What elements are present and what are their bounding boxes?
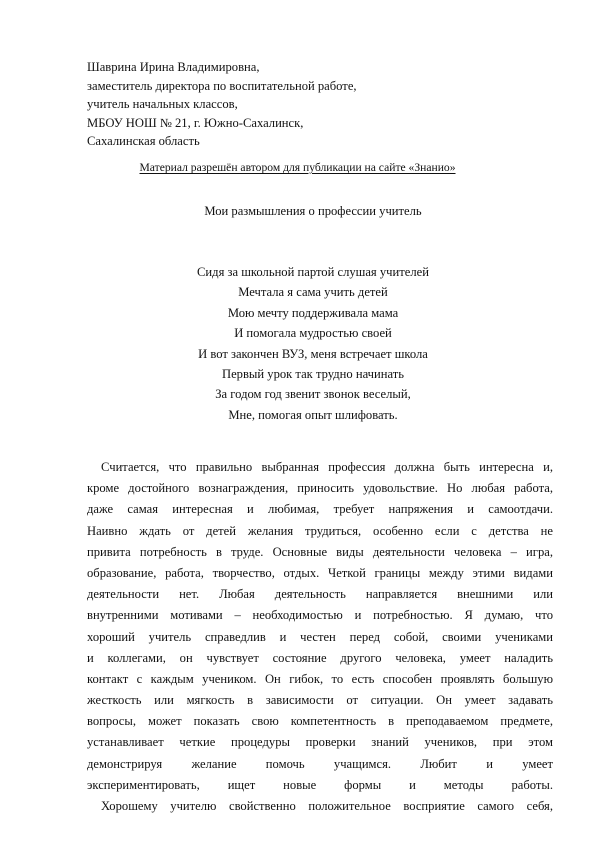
body-line: Считается, что правильно выбранная профессия должна быть интересна и,: [101, 460, 553, 474]
author-school: МБОУ НОШ № 21, г. Южно-Сахалинск,: [87, 115, 304, 130]
body-line: деятельности нет. Любая деятельность направляется внешними или: [87, 587, 553, 602]
author-region: Сахалинская область: [87, 134, 200, 149]
body-line: Наивно ждать от детей желания трудиться, особенно если с детства не: [87, 523, 553, 538]
body-line: кроме достойного вознаграждения, приносить удовольствие. Но любая работа,: [87, 481, 553, 496]
body-line: жесткость или мягкость в зависимости от ситуации. Он умеет задавать: [87, 693, 553, 708]
body-line: контакт с каждым учеником. Он гибок, то есть способен проявлять большую: [87, 671, 553, 686]
author-position: заместитель директора по воспитательной работе,: [87, 78, 357, 93]
poem-line: Мою мечту поддерживала мама: [227, 305, 399, 320]
body-line: вопросы, может показать свою компетентность в преподаваемом предмете,: [87, 714, 553, 729]
poem-line: Мне, помогая опыт шлифовать.: [228, 407, 398, 422]
essay-title: Мои размышления о профессии учитель: [204, 204, 422, 218]
poem-line: Первый урок так трудно начинать: [222, 367, 404, 382]
poem-line: Сидя за школьной партой слушая учителей: [197, 265, 429, 279]
body-line: демонстрируя желание помочь учащимся. Любит и умеет: [87, 756, 553, 771]
body-line: и коллегами, он чувствует состояние другого человека, умеет наладить: [87, 650, 553, 665]
body-line: устанавливает четкие процедуры проверки знаний учеников, при этом: [87, 735, 553, 750]
essay-body: [87, 457, 553, 817]
poem-line: За годом год звенит звонок веселый,: [215, 387, 411, 402]
body-line: хороший учитель справедлив и честен перед собой, своими учениками: [87, 629, 553, 644]
author-name: Шаврина Ирина Владимировна,: [87, 60, 260, 74]
body-line: Хорошему учителю свойственно положительное восприятие самого себя,: [101, 799, 553, 813]
publication-permission-note: Материал разрешён автором для публикации на сайте «Знанио»: [139, 161, 456, 174]
body-line: даже самая интересная и любимая, требует напряжения и самоотдачи.: [87, 502, 553, 517]
author-role: учитель начальных классов,: [87, 97, 238, 112]
body-line: привита потребность в труде. Основные виды деятельности человека – игра,: [87, 544, 553, 559]
body-line: экспериментировать, ищет новые формы и методы работы.: [87, 777, 553, 792]
author-info: [87, 58, 507, 151]
poem-line: Мечтала я сама учить детей: [238, 285, 388, 300]
poem-line: И вот закончен ВУЗ, меня встречает школа: [198, 346, 428, 361]
body-line: образование, работа, творчество, отдых. Четкой границы между этими видами: [87, 565, 553, 580]
poem: [0, 262, 595, 425]
body-line: внутренними мотивами – необходимостью и потребностью. Я думаю, что: [87, 608, 553, 623]
poem-line: И помогала мудростью своей: [234, 326, 392, 341]
